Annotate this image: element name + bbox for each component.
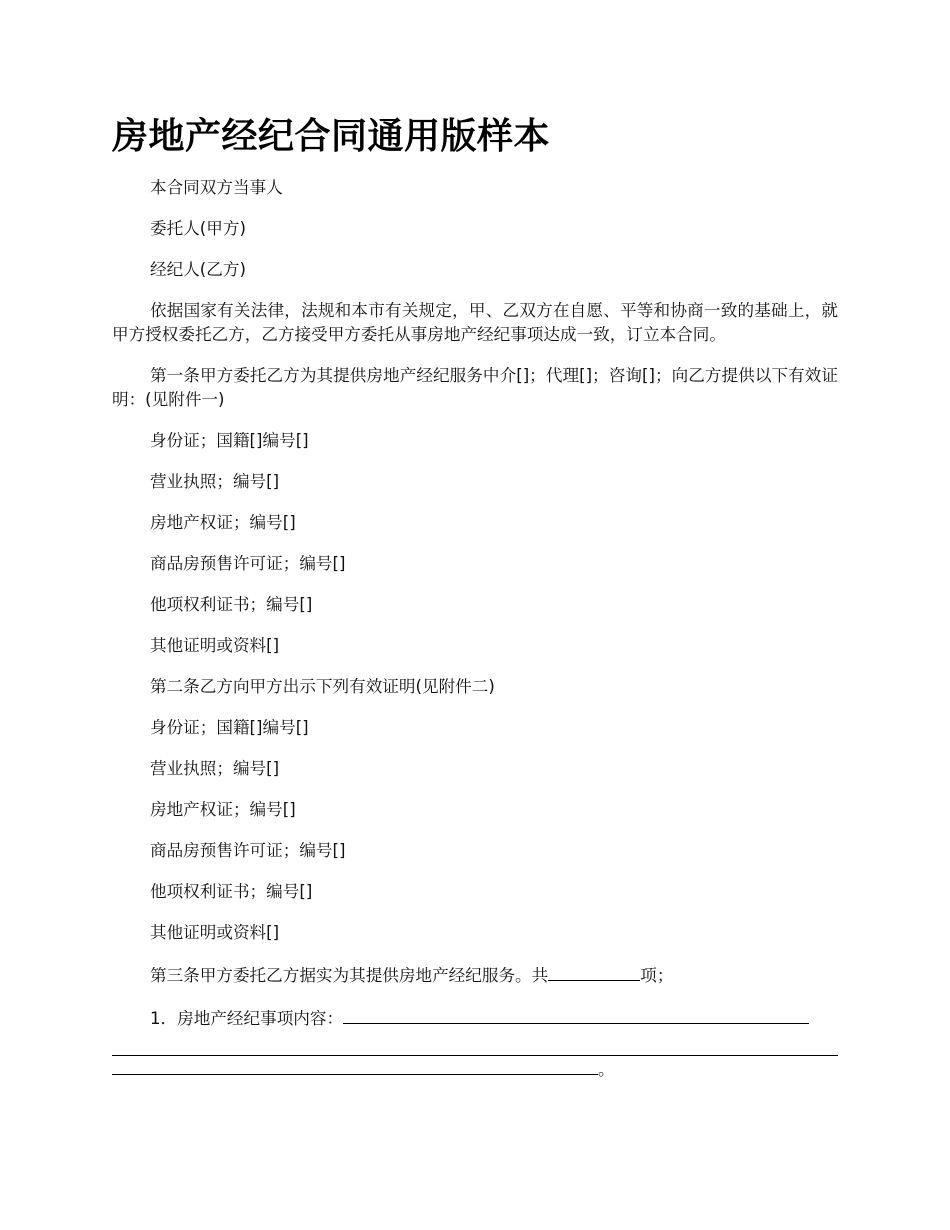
list-item: 其他证明或资料[] <box>150 923 280 942</box>
list-item: 他项权利证书；编号[] <box>150 595 313 614</box>
list-item: 房地产权证；编号[] <box>150 800 296 819</box>
paragraph: 委托人(甲方) <box>150 219 246 238</box>
paragraph: 经纪人(乙方) <box>150 260 246 279</box>
list-item: 商品房预售许可证；编号[] <box>150 841 346 860</box>
item-1-tail <box>112 1056 838 1082</box>
article-2: 第二条乙方向甲方出示下列有效证明(见附件二) <box>150 677 495 696</box>
list-item: 商品房预售许可证；编号[] <box>150 554 346 573</box>
paragraph: 本合同双方当事人 <box>150 178 283 197</box>
item-1-fill-line-3[interactable] <box>112 1056 598 1075</box>
article-1: 第一条甲方委托乙方为其提供房地产经纪服务中介[]；代理[]；咨询[]；向乙方提供以下有效证明：(见附件一) <box>112 366 838 409</box>
item-1-fill-line[interactable] <box>343 1005 809 1024</box>
article-3 <box>112 962 838 988</box>
list-item: 他项权利证书；编号[] <box>150 882 313 901</box>
item-1-label: 1．房地产经纪事项内容： <box>150 1009 344 1028</box>
paragraph: 依据国家有关法律，法规和本市有关规定，甲、乙双方在自愿、平等和协商一致的基础上，就甲方授权委托乙方，乙方接受甲方委托从事房地产经纪事项达成一致，订立本合同。 <box>112 301 838 344</box>
list-item: 身份证；国籍[]编号[] <box>150 718 309 737</box>
list-item: 营业执照；编号[] <box>150 759 280 778</box>
item-1-end: 。 <box>598 1060 615 1079</box>
list-item: 房地产权证；编号[] <box>150 513 296 532</box>
item-1 <box>112 1005 838 1031</box>
document-title: 房地产经纪合同通用版样本 <box>112 115 551 157</box>
document-body <box>112 176 838 1099</box>
list-item: 其他证明或资料[] <box>150 636 280 655</box>
item-1-fill-line-2[interactable] <box>112 1031 838 1056</box>
list-item: 身份证；国籍[]编号[] <box>150 431 309 450</box>
article-3-suffix: 项； <box>640 966 674 985</box>
list-item: 营业执照；编号[] <box>150 472 280 491</box>
article-3-prefix: 第三条甲方委托乙方据实为其提供房地产经纪服务。共 <box>150 966 549 985</box>
article-3-count-blank[interactable] <box>548 962 640 981</box>
